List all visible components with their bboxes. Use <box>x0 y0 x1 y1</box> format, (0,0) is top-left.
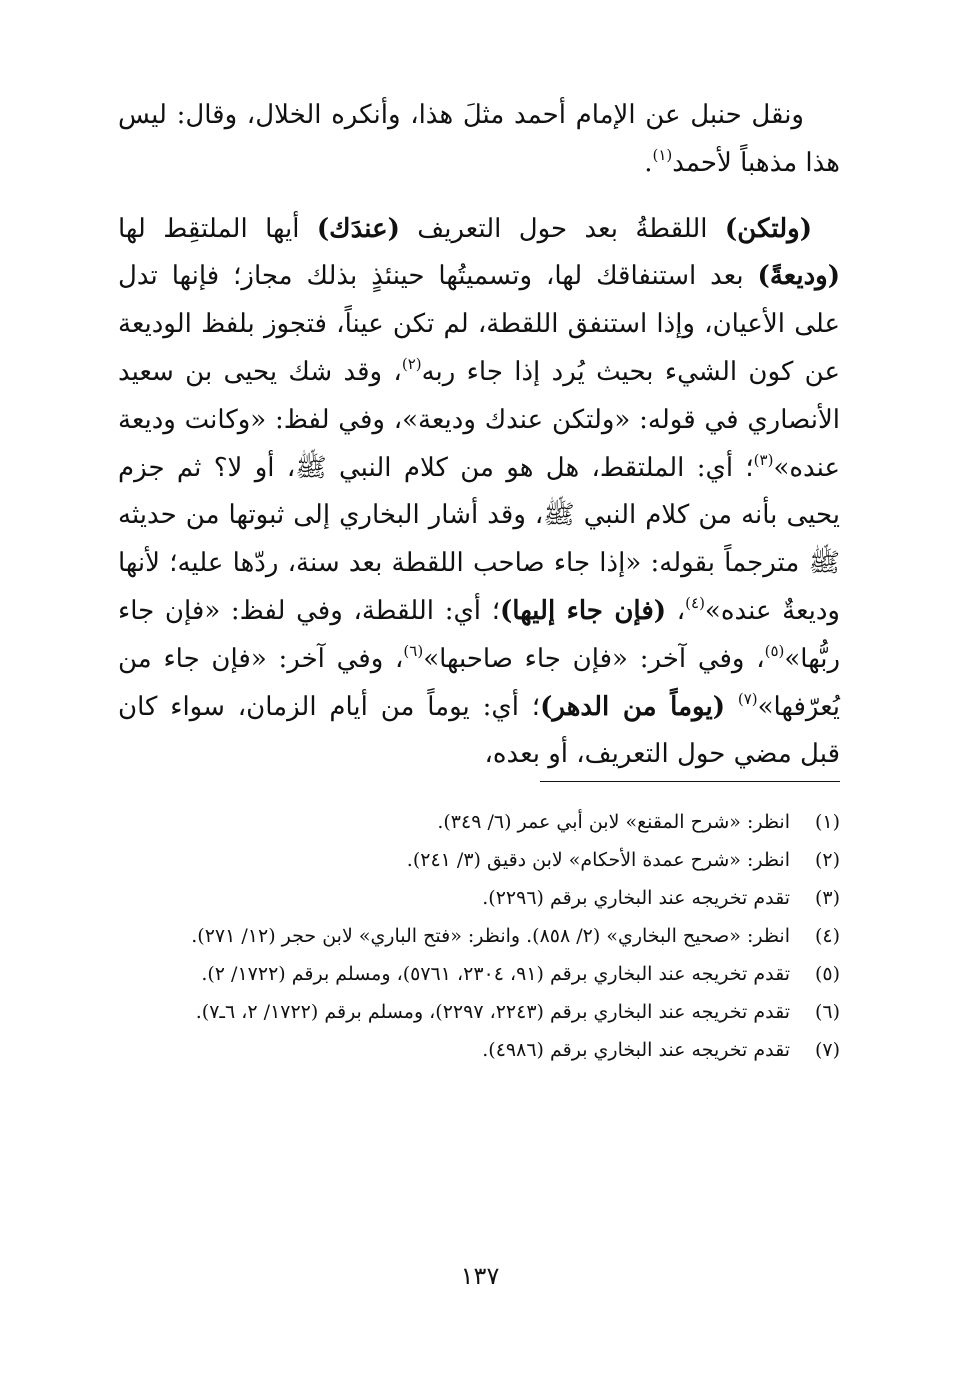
footnote-number: (٦) <box>814 1001 840 1023</box>
footnote-number: (٥) <box>814 963 840 985</box>
footnote-item <box>118 918 840 954</box>
paragraph-2 <box>118 206 840 780</box>
footnote-item <box>118 1032 840 1068</box>
paragraph-1 <box>118 92 840 188</box>
footnote-number: (٢) <box>814 849 840 871</box>
footnote-item <box>118 994 840 1030</box>
footnote-ref-5[interactable]: (٥) <box>764 641 785 660</box>
text-run <box>725 692 738 722</box>
footnote-number: (٧) <box>814 1039 840 1061</box>
main-text <box>118 92 840 779</box>
footnote-text: انظر: «شرح المقنع» لابن أبي عمر (٦/ ٣٤٩). <box>437 811 790 833</box>
footnote-item <box>118 880 840 916</box>
text-run: ، <box>666 595 686 626</box>
footnote-ref-4[interactable]: (٤) <box>685 593 705 612</box>
matn-ref-2: (عندَك) <box>316 213 400 244</box>
footnote-number: (٣) <box>814 887 840 909</box>
footnote-text: تقدم تخريجه عند البخاري برقم (٢٢٩٦). <box>482 887 790 909</box>
matn-ref-4: (فإن جاء إليها) <box>499 595 667 626</box>
text-run: ، وفي آخر: «فإن جاء من يُعرّفها» <box>118 643 840 722</box>
text-run: ، وفي آخر: «فإن جاء صاحبها» <box>423 643 765 674</box>
footnote-text: تقدم تخريجه عند البخاري برقم (٩١، ٢٣٠٤، ٥٧٦١)، ومسلم برقم (١٧٢٢/ ٢). <box>201 963 790 985</box>
text-run: ؛ أي: يوماً من أيام الزمان، سواء كان قبل مضي حول التعريف، أو بعده، <box>118 691 840 770</box>
footnote-number: (٤) <box>814 925 840 947</box>
footnote-text: انظر: «صحيح البخاري» (٢/ ٨٥٨). وانظر: «فتح الباري» لابن حجر (١٢/ ٢٧١). <box>191 925 790 947</box>
footnote-ref-1[interactable]: (١) <box>652 145 673 164</box>
footnotes <box>118 804 840 1070</box>
text-run: أيها الملتقِط لها <box>118 213 317 244</box>
matn-ref-3: (وديعةً) <box>757 261 841 292</box>
matn-ref-1: (ولتكن) <box>724 213 812 244</box>
footnote-item <box>118 842 840 878</box>
text-run: ؛ أي: اللقطة، وفي لفظ: «فإن جاء ربُّها» <box>118 595 840 674</box>
page-number: ١٣٧ <box>460 1262 500 1290</box>
footnote-text: انظر: «شرح عمدة الأحكام» لابن دقيق (٣/ ٢٤١). <box>406 849 790 871</box>
footnote-separator <box>540 781 840 782</box>
text-run: اللقطةُ بعد حول التعريف <box>399 213 725 244</box>
footnote-ref-3[interactable]: (٣) <box>753 450 774 469</box>
paragraph-1-text: ونقل حنبل عن الإمام أحمد مثلَ هذا، وأنكره الخلال، وقال: ليس هذا مذهباً لأحمد <box>118 100 840 178</box>
footnote-text: تقدم تخريجه عند البخاري برقم (٢٢٤٣، ٢٢٩٧)، ومسلم برقم (١٧٢٢/ ٢، ٦ـ٧). <box>195 1001 790 1023</box>
paragraph-1-end: . <box>644 147 653 178</box>
text-run: بعد استنفاقك لها، وتسميتُها حينئذٍ بذلك مجاز؛ فإنها تدل على الأعيان، وإذا استنفق اللقطة، لم تكن عيناً، فتجوز بلفظ الوديعة عن كون الشيء بحيث يُرد إذا جاء ربه <box>118 261 840 387</box>
footnote-ref-6[interactable]: (٦) <box>403 641 424 660</box>
footnote-number: (١) <box>814 811 840 833</box>
footnote-item <box>118 804 840 840</box>
footnote-ref-2[interactable]: (٢) <box>401 354 422 373</box>
text-run: ، وقد شك يحيى بن سعيد الأنصاري في قوله: «ولتكن عندك وديعة»، وفي لفظ: «وكانت وديعة عنده» <box>118 356 840 483</box>
footnote-ref-7[interactable]: (٧) <box>737 689 758 708</box>
footnote-item <box>118 956 840 992</box>
footnote-text: تقدم تخريجه عند البخاري برقم (٤٩٨٦). <box>482 1039 790 1061</box>
matn-ref-5: (يوماً من الدهر) <box>540 691 725 722</box>
text-run: ؛ أي: الملتقط، هل هو من كلام النبي ﷺ، أو لا؟ ثم جزم يحيى بأنه من كلام النبي ﷺ، وقد أشار البخاري إلى ثبوتها من حديثه ﷺ مترجماً بقوله: «إذا جاء صاحب اللقطة بعد سنة، ردّها عليه؛ لأنها وديعةٌ عنده» <box>118 452 840 626</box>
